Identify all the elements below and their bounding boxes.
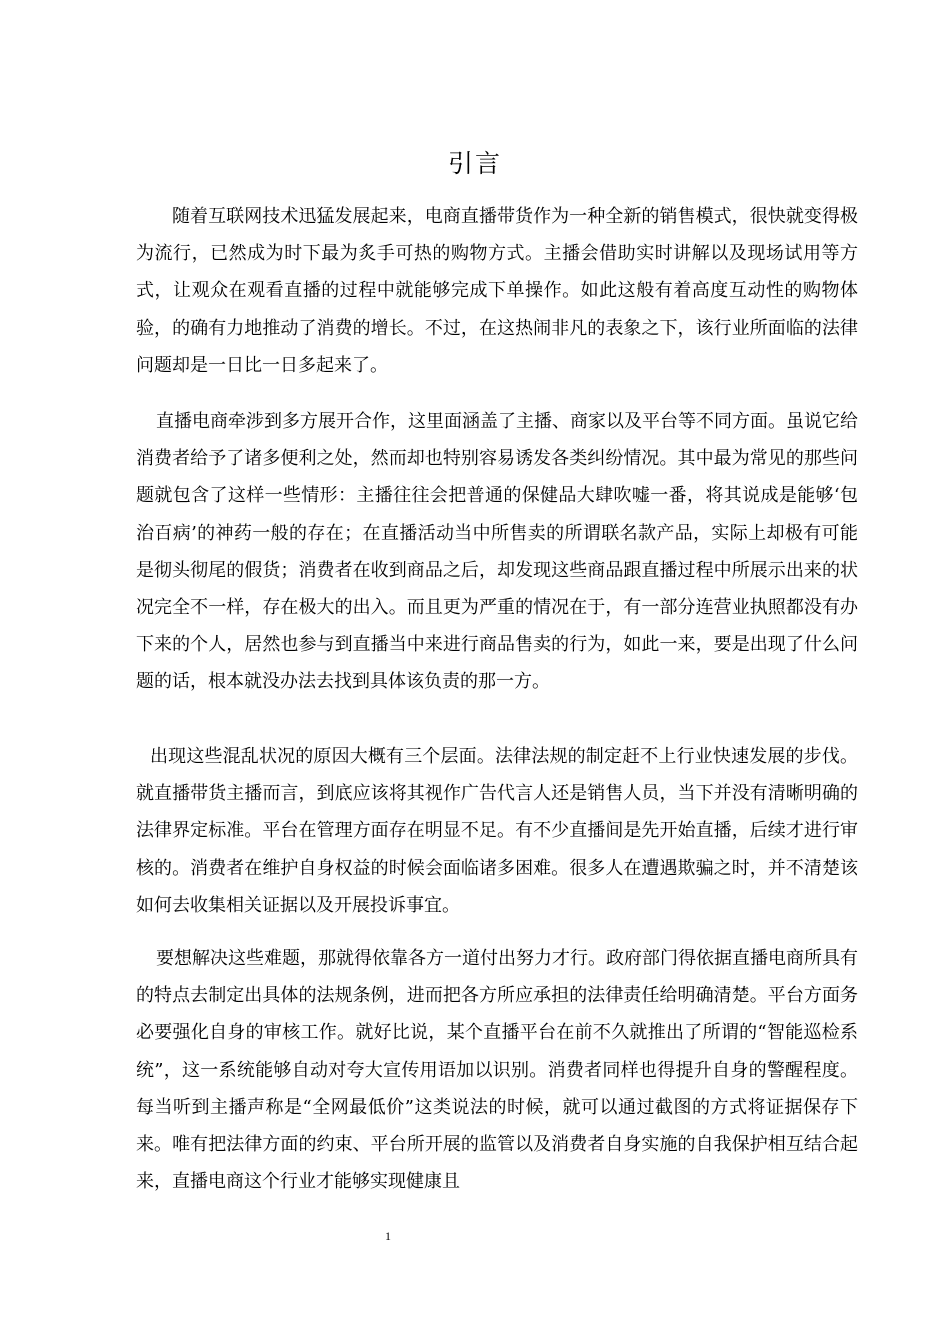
body-paragraph-2: 直播电商牵涉到多方展开合作，这里面涵盖了主播、商家以及平台等不同方面。虽说它给消费者给予了诸多便利之处，然而却也特别容易诱发各类纠纷情况。其中最为常见的那些问题就包含了这样一些情形：主播往往会把普通的保健品大肆吹嘘一番，将其说成是能够‘包治百病’的神药一般的存在；在直播活动当中所售卖的所谓联名款产品，实际上却极有可能是彻头彻尾的假货；消费者在收到商品之后，却发现这些商品跟直播过程中所展示出来的状况完全不一样，存在极大的出入。而且更为严重的情况在于，有一部分连营业执照都没有办下来的个人，居然也参与到直播当中来进行商品售卖的行为，如此一来，要是出现了什么问题的话，根本就没办法去找到具体该负责的那一方。 [136,411,858,693]
page-number: 1 [385,1229,391,1243]
body-paragraph-3: 出现这些混乱状况的原因大概有三个层面。法律法规的制定赶不上行业快速发展的步伐。就直播带货主播而言，到底应该将其视作广告代言人还是销售人员，当下并没有清晰明确的法律界定标准。平台在管理方面存在明显不足。有不少直播间是先开始直播，后续才进行审核的。消费者在维护自身权益的时候会面临诸多困难。很多人在遭遇欺骗之时，并不清楚该如何去收集相关证据以及开展投诉事宜。 [136,746,858,916]
body-paragraph-1: 随着互联网技术迅猛发展起来，电商直播带货作为一种全新的销售模式，很快就变得极为流行，已然成为时下最为炙手可热的购物方式。主播会借助实时讲解以及现场试用等方式，让观众在观看直播的过程中就能够完成下单操作。如此这般有着高度互动性的购物体验，的确有力地推动了消费的增长。不过，在这热闹非凡的表象之下，该行业所面临的法律问题却是一日比一日多起来了。 [136,206,858,376]
page-title: 引言 [447,149,502,178]
body-paragraph-4: 要想解决这些难题，那就得依靠各方一道付出努力才行。政府部门得依据直播电商所具有的特点去制定出具体的法规条例，进而把各方所应承担的法律责任给明确清楚。平台方面务必要强化自身的审核工作。就好比说，某个直播平台在前不久就推出了所谓的“智能巡检系统”，这一系统能够自动对夸大宣传用语加以识别。消费者同样也得提升自身的警醒程度。每当听到主播声称是“全网最低价”这类说法的时候，就可以通过截图的方式将证据保存下来。唯有把法律方面的约束、平台所开展的监管以及消费者自身实施的自我保护相互结合起来，直播电商这个行业才能够实现健康且 [136,948,858,1193]
